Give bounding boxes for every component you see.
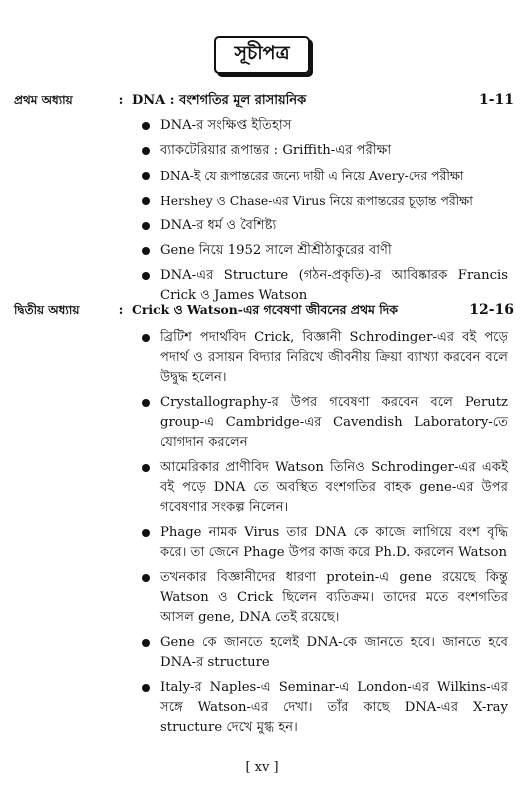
bullet-dot-icon [142,122,150,130]
bullet-dot-icon [142,529,150,537]
chapter-heading-1 [14,91,514,112]
chapter-heading-2 [14,302,514,322]
list-item: তখনকার বিজ্ঞানীদের ধারণা protein-এ gene রয়েছে কিন্তু Watson ও Crick ছিলেন ব্যতিক্রম। তাদের মতে বংশগতির আসল gene, DNA তেই রয়েছে। [140,568,508,628]
chapter-page-range: 12-16 [469,302,514,318]
chapter-title: Crick ও Watson-এর গবেষণা জীবনের প্রথম দিক [132,302,398,317]
page-number: [ xv ] [245,760,279,775]
chapter-2-topic-list [140,328,508,743]
bullet-dot-icon [142,464,150,472]
page-title: সূচীপত্র [214,36,310,74]
bullet-dot-icon [142,222,150,230]
list-item: Gene নিয়ে 1952 সালে শ্রীশ্রীঠাকুরের বাণী [140,241,508,261]
list-item: ব্রিটিশ পদার্থবিদ Crick, বিজ্ঞানী Schrodinger-এর বই পড়ে পদার্থ ও রসায়ন বিদ্যার নিরিখে জীবনীয় ক্রিয়া ব্যাখ্যা করবেন বলে উদ্বুদ্ধ হলেন। [140,328,508,388]
chapter-page-range: 1-11 [478,92,514,108]
bullet-dot-icon [142,172,150,180]
list-item: Gene কে জানতে হলেই DNA-কে জানতে হবে। জানতে হবে DNA-র structure [140,633,508,673]
list-item: Hershey ও Chase-এর Virus নিয়ে রূপান্তরের চূড়ান্ত পরীক্ষা [140,191,508,211]
list-item: Crystallography-র উপর গবেষণা করবেন বলে Perutz group-এ Cambridge-এর Cavendish Laboratory-তে যোগদান করলেন [140,393,508,453]
list-item: Phage নামক Virus তার DNA কে কাজে লাগিয়ে বংশ বৃদ্ধি করে। তা জেনে Phage উপর কাজ করে Ph.D. করলেন Watson [140,523,508,563]
chapter-label: প্রথম অধ্যায় [14,93,73,107]
bullet-dot-icon [142,639,150,647]
bullet-dot-icon [142,684,150,692]
bullet-dot-icon [142,334,150,342]
list-item: DNA-র ধর্ম ও বৈশিষ্ট্য [140,216,508,236]
list-item: DNA-ই যে রূপান্তরের জন্যে দায়ী এ নিয়ে Avery-দের পরীক্ষা [140,166,508,186]
bullet-dot-icon [142,574,150,582]
bullet-dot-icon [142,272,150,280]
list-item: Italy-র Naples-এ Seminar-এ London-এর Wilkins-এর সঙ্গে Watson-এর দেখা। তাঁর কাছে DNA-এর X-ray structure দেখে মুগ্ধ হন। [140,678,508,738]
list-item: ব্যাকটেরিয়ার রূপান্তর : Griffith-এর পরীক্ষা [140,141,508,161]
list-item: DNA-এর Structure (গঠন-প্রকৃতি)-র আবিষ্কারক Francis Crick ও James Watson [140,266,508,306]
list-item: আমেরিকার প্রাণীবিদ Watson তিনিও Schrodinger-এর একই বই পড়ে DNA তে অবস্থিত বংশগতির বাহক gene-এর উপর গবেষণার সংকল্প নিলেন। [140,458,508,518]
chapter-1-topic-list [140,116,508,311]
chapter-separator: : [118,93,124,108]
chapter-separator: : [118,303,124,318]
list-item: DNA-র সংক্ষিপ্ত ইতিহাস [140,116,508,136]
bullet-dot-icon [142,147,150,155]
bullet-dot-icon [142,399,150,407]
bullet-dot-icon [142,247,150,255]
chapter-label: দ্বিতীয় অধ্যায় [14,303,80,317]
bullet-dot-icon [142,197,150,205]
chapter-title: DNA : বংশগতির মূল রাসায়নিক [132,93,307,108]
